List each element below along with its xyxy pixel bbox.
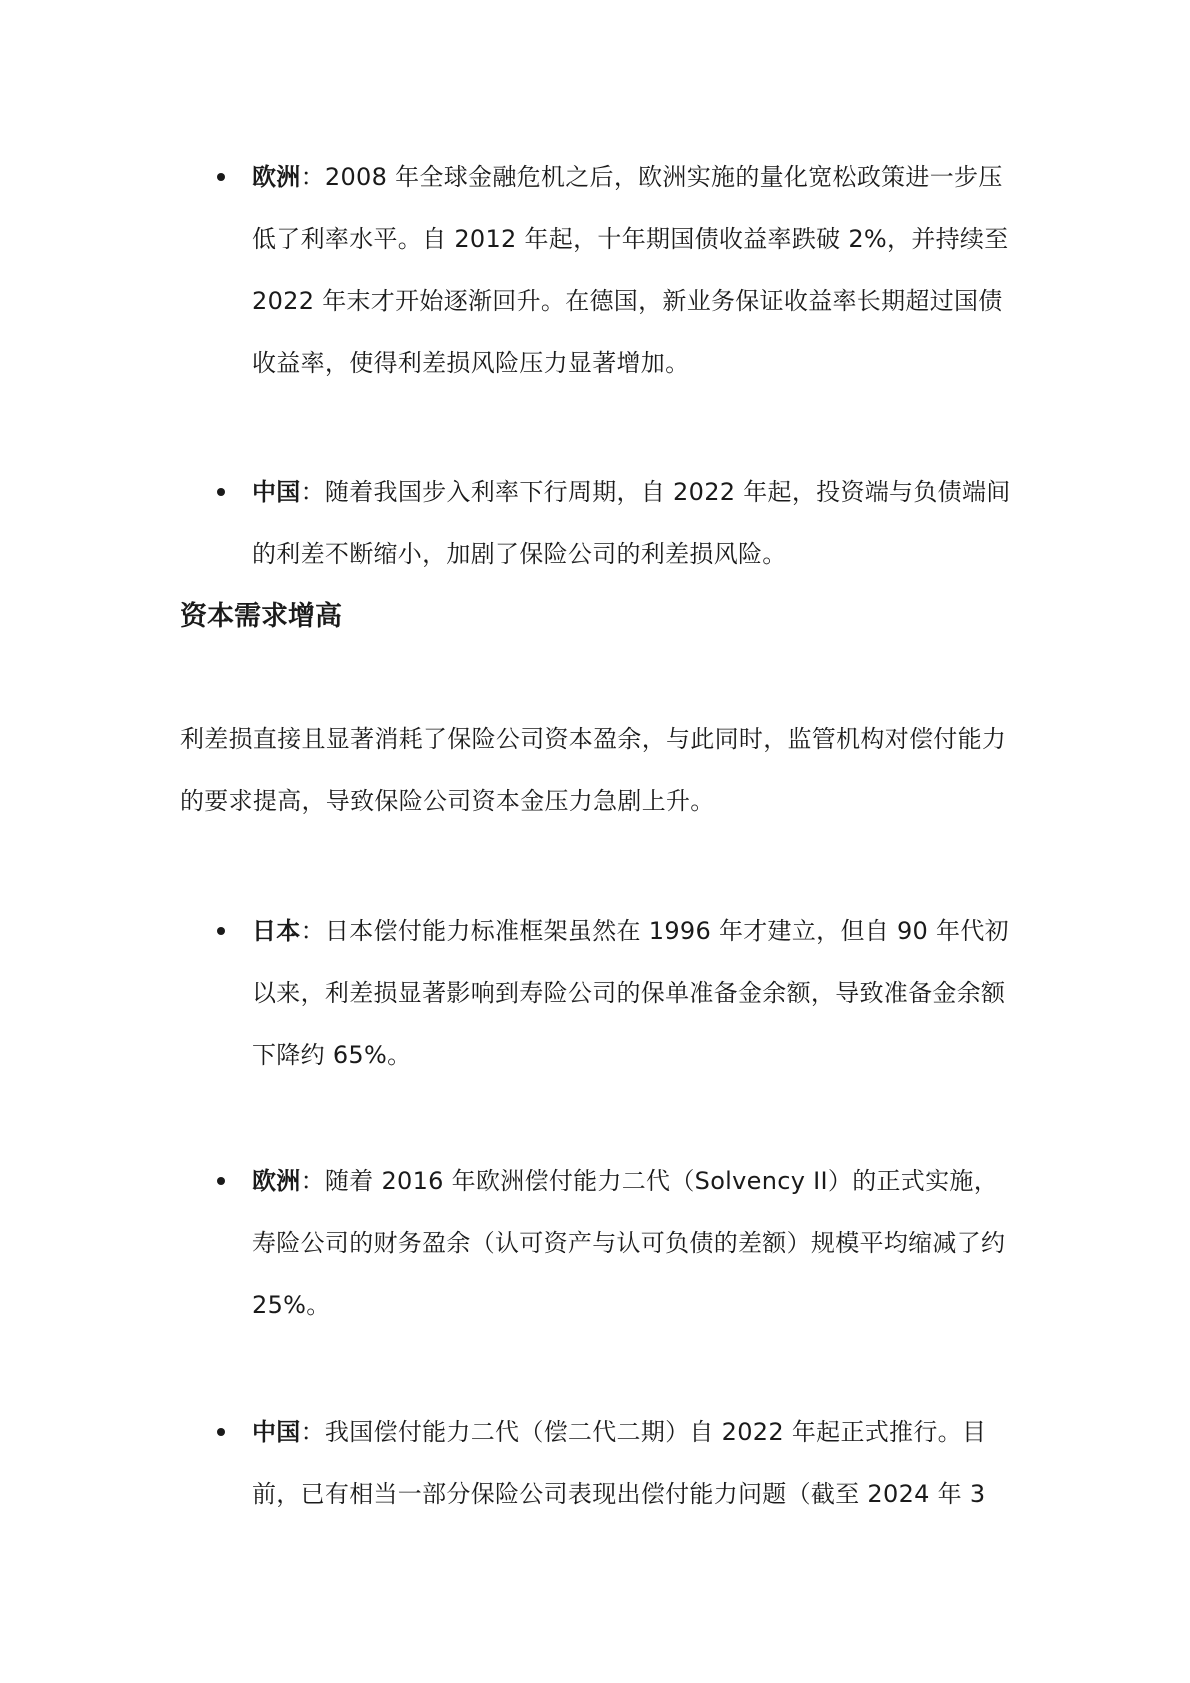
bullet-dot-icon <box>217 1428 225 1436</box>
bullet-japan-capital <box>180 900 1020 1086</box>
bullet-label: 中国 <box>252 478 301 506</box>
bullet-separator: ： <box>300 1418 325 1446</box>
bullet-label: 中国 <box>252 1418 301 1446</box>
bullet-dot-icon <box>217 173 225 181</box>
bullet-china-rates <box>180 461 1020 585</box>
bullet-text: 我国偿付能力二代（偿二代二期）自 2022 年起正式推行。目前，已有相当一部分保险公司表现出偿付能力问题（截至 2024 年 3 <box>252 1418 987 1508</box>
bullet-text: 随着我国步入利率下行周期，自 2022 年起，投资端与负债端间的利差不断缩小，加剧了保险公司的利差损风险。 <box>252 478 1011 568</box>
bullet-separator: ： <box>300 1167 325 1195</box>
bullet-label: 欧洲 <box>252 163 301 191</box>
bullet-dot-icon <box>217 1177 225 1185</box>
bullet-separator: ： <box>300 478 325 506</box>
bullet-china-capital <box>180 1401 1020 1525</box>
section-intro-paragraph: 利差损直接且显著消耗了保险公司资本盈余，与此同时，监管机构对偿付能力的要求提高，导致保险公司资本金压力急剧上升。 <box>180 725 1007 815</box>
bullet-europe-rates <box>180 146 1020 394</box>
bullet-label: 欧洲 <box>252 1167 301 1195</box>
bullet-label: 日本 <box>252 917 301 945</box>
bullet-separator: ： <box>300 163 325 191</box>
bullet-separator: ： <box>300 917 325 945</box>
bullet-text: 2008 年全球金融危机之后，欧洲实施的量化宽松政策进一步压低了利率水平。自 2012 年起，十年期国债收益率跌破 2%，并持续至 2022 年末才开始逐渐回升。在德国，新业务保证收益率长期超过国债收益率，使得利差损风险压力显著增加。 <box>252 163 1009 377</box>
bullet-dot-icon <box>217 488 225 496</box>
section-heading: 资本需求增高 <box>180 601 342 632</box>
bullet-text: 随着 2016 年欧洲偿付能力二代（Solvency II）的正式实施，寿险公司的财务盈余（认可资产与认可负债的差额）规模平均缩减了约 25%。 <box>252 1167 1006 1319</box>
bullet-dot-icon <box>217 927 225 935</box>
bullet-text: 日本偿付能力标准框架虽然在 1996 年才建立，但自 90 年代初以来，利差损显著影响到寿险公司的保单准备金余额，导致准备金余额下降约 65%。 <box>252 917 1009 1069</box>
bullet-europe-capital <box>180 1150 1020 1336</box>
